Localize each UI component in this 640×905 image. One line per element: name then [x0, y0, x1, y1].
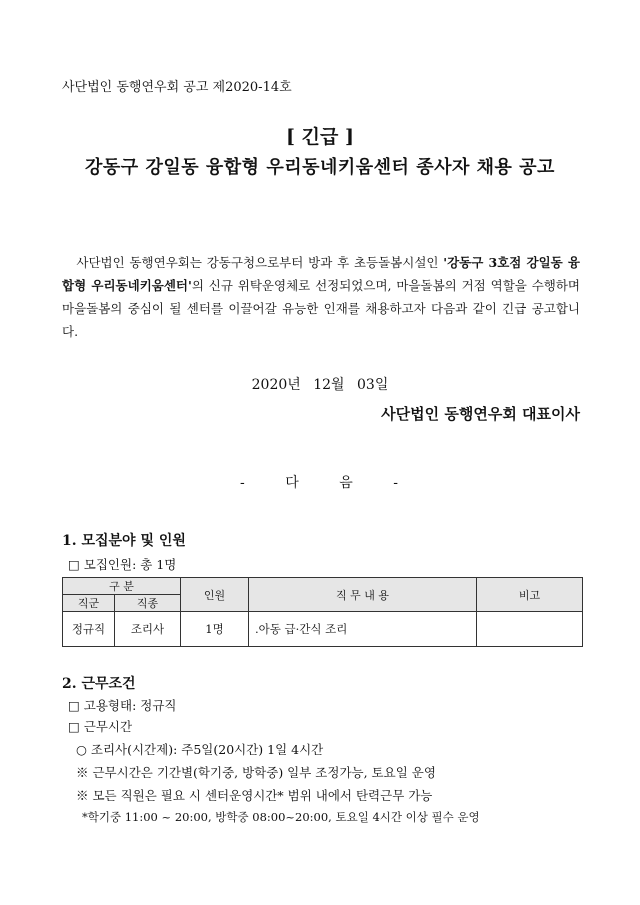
header-group: 구 분	[63, 578, 181, 595]
intro-paragraph	[62, 251, 580, 343]
operating-hours-footnote: *학기중 11:00 ~ 20:00, 방학중 08:00~20:00, 토요일 4시간 이상 필수 운영	[82, 810, 480, 824]
header-type: 직종	[115, 595, 181, 612]
cell-grade: 정규직	[63, 612, 115, 647]
recruit-table	[62, 577, 583, 647]
work-note-2: ※ 모든 직원은 필요 시 센터운영시간* 범위 내에서 탄력근무 가능	[76, 788, 433, 803]
table-row	[63, 612, 583, 647]
page-title: 강동구 강일동 융합형 우리동네키움센터 종사자 채용 공고	[85, 157, 555, 178]
next-char-1: 다	[285, 475, 301, 491]
work-note-1: ※ 근무시간은 기간별(학기중, 방학중) 일부 조정가능, 토요일 운영	[76, 765, 436, 780]
cell-duty: .아동 급·간식 조리	[249, 612, 477, 647]
notice-date: 2020년 12월 03일	[251, 377, 389, 393]
header-note: 비고	[477, 578, 583, 612]
cook-hours: ○ 조리사(시간제): 주5일(20시간) 1일 4시간	[76, 742, 324, 757]
recruit-count: □ 모집인원: 총 1명	[68, 557, 177, 572]
header-duty: 직 무 내 용	[249, 578, 477, 612]
section-1-heading: 1. 모집분야 및 인원	[62, 533, 186, 549]
header-grade: 직군	[63, 595, 115, 612]
urgent-label: [ 긴급 ]	[286, 126, 354, 148]
intro-text-2: 의 신규 위탁운영체로 선정되었으며, 마을돌봄의 거점 역할을 수행하며 마을돌봄의 중심이 될 센터를 이끌어갈 유능한 인재를 채용하고자 다음과 같이 긴급 공고합니다.	[62, 278, 580, 339]
intro-text-1: 사단법인 동행연우회는 강동구청으로부터 방과 후 초등돌봄시설인	[76, 255, 444, 270]
cell-people: 1명	[181, 612, 249, 647]
next-dash-left: -	[240, 475, 247, 491]
employment-type: □ 고용형태: 정규직	[68, 698, 177, 713]
next-char-2: 음	[339, 475, 355, 491]
next-dash-right: -	[393, 475, 400, 491]
work-hours-label: □ 근무시간	[68, 719, 133, 734]
cell-note	[477, 612, 583, 647]
cell-type: 조리사	[115, 612, 181, 647]
next-marker	[0, 472, 640, 492]
header-people: 인원	[181, 578, 249, 612]
organization-signature: 사단법인 동행연우회 대표이사	[381, 405, 580, 423]
section-2-heading: 2. 근무조건	[62, 676, 136, 692]
notice-number: 사단법인 동행연우회 공고 제2020-14호	[62, 80, 292, 95]
intro-center-name: '강동구 3호점 강일동 융합형 우리동네키움센터'	[62, 255, 580, 293]
